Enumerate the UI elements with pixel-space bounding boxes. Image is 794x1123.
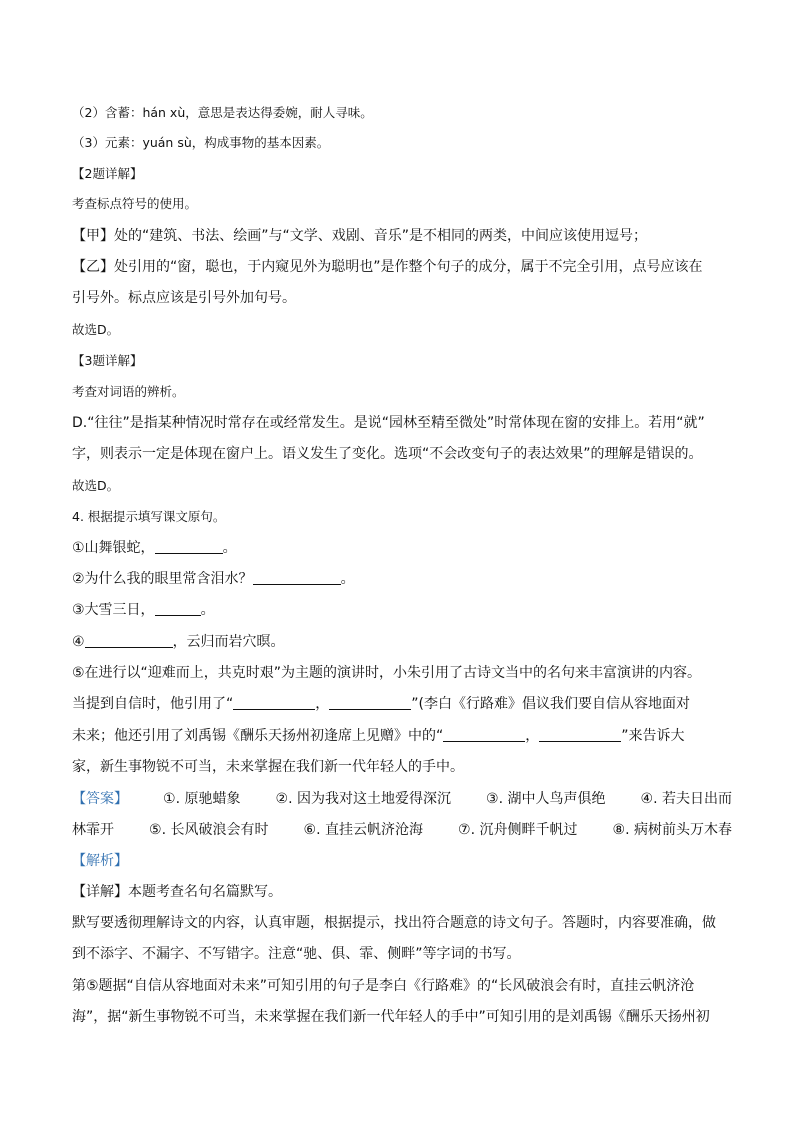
analysis-label: 【解析】 (72, 853, 128, 869)
answer-item: ④. 若夫日出而 (640, 791, 732, 807)
text-line: 【乙】处引用的“窗，聪也，于内窥见外为聪明也”是作整个句子的成分，属于不完全引用，点号应该在 (72, 259, 703, 275)
text-line: ⑤在进行以“迎难而上，共克时艰”为主题的演讲时，小朱引用了古诗文当中的名句来丰富演讲的内容。 (72, 665, 702, 681)
answer-item: ②. 因为我对这土地爱得深沉 (275, 791, 451, 807)
text-line: 第⑤题据“自信从容地面对未来”可知引用的句子是李白《行路难》的“长风破浪会有时，直挂云帆济沧 (72, 978, 695, 994)
text-line: D.“往往”是指某种情况时常存在或经常发生。是说“园林至精至微处”时常体现在窗的安排上。若用“就” (72, 415, 705, 431)
question-heading: 4. 根据提示填写课文原句。 (72, 509, 226, 524)
text-line: 故选D。 (72, 322, 120, 337)
fill-blank-line (72, 600, 732, 620)
fill-blank-line (72, 632, 732, 652)
answer-item: ③. 湖中人鸟声俱绝 (486, 791, 606, 807)
text-line: （2）含蓄：hán xù，意思是表达得委婉，耐人寻味。 (72, 105, 373, 120)
answer-line (72, 789, 732, 809)
text-line: 到不添字、不漏字、不写错字。注意“驰、俱、霏、侧畔”等字词的书写。 (72, 946, 521, 962)
text-line: 【甲】处的“建筑、书法、绘画”与“文学、戏剧、音乐”是不相同的两类，中间应该使用逗号； (72, 228, 648, 244)
answer-item: 林霏开 (72, 822, 114, 838)
text-line: 考查标点符号的使用。 (72, 196, 198, 211)
text-line: 默写要透彻理解诗文的内容，认真审题，根据提示，找出符合题意的诗文句子。答题时，内容要准确，做 (72, 915, 716, 931)
answer-label: 【答案】 (72, 791, 128, 807)
punctuation: 。 (222, 540, 237, 556)
prompt-text: ”来告诉大 (621, 728, 685, 744)
section-heading: 【2题详解】 (72, 166, 143, 181)
answer-line (72, 820, 732, 840)
answer-blank (329, 695, 411, 710)
prompt-text: ②为什么我的眼里常含泪水？ (72, 571, 253, 587)
answer-blank (155, 539, 223, 554)
punctuation: 。 (200, 602, 215, 618)
prompt-text: ③大雪三日， (72, 602, 155, 618)
answer-blank (443, 727, 525, 742)
answer-item: ⑦. 沉舟侧畔千帆过 (458, 822, 578, 838)
answer-item: ⑧. 病树前头万木春 (612, 822, 732, 838)
text-line: （3）元素：yuán sù，构成事物的基本因素。 (72, 135, 330, 150)
text-line: 引号外。标点应该是引号外加句号。 (72, 290, 296, 306)
answer-item: ①. 原驰蜡象 (163, 791, 241, 807)
punctuation: ， (315, 696, 330, 712)
answer-item: ⑥. 直挂云帆济沧海 (303, 822, 423, 838)
prompt-text: 未来；他还引用了刘禹锡《酬乐天扬州初逢席上见赠》中的“ (72, 728, 444, 744)
text-line: 家，新生事物锐不可当，未来掌握在我们新一代年轻人的手中。 (72, 759, 464, 775)
punctuation: ， (525, 728, 540, 744)
answer-blank (85, 633, 173, 648)
prompt-text: ”(李白《行路难》倡议我们要自信从容地面对 (411, 696, 690, 712)
answer-blank (233, 695, 315, 710)
fill-blank-line (72, 538, 732, 558)
prompt-text: ④ (72, 634, 85, 650)
answer-item: ⑤. 长风破浪会有时 (149, 822, 269, 838)
punctuation: 。 (340, 571, 355, 587)
prompt-text: 当提到自信时，他引用了“ (72, 696, 234, 712)
section-heading: 【3题详解】 (72, 353, 143, 368)
text-line: 考查对词语的辨析。 (72, 384, 185, 399)
fill-blank-line (72, 694, 732, 714)
text-line: 【详解】本题考查名句名篇默写。 (72, 884, 282, 900)
text-line: 海”，据“新生事物锐不可当，未来掌握在我们新一代年轻人的手中”可知引用的是刘禹锡《酬乐天扬州初 (72, 1009, 710, 1025)
fill-blank-line (72, 726, 732, 746)
answer-blank (253, 570, 341, 585)
prompt-text: ，云归而岩穴暝。 (172, 634, 285, 650)
answer-blank (155, 601, 201, 616)
answer-blank (539, 727, 621, 742)
prompt-text: ①山舞银蛇， (72, 540, 155, 556)
fill-blank-line (72, 569, 732, 589)
text-line: 故选D。 (72, 478, 120, 493)
text-line: 字，则表示一定是体现在窗户上。语义发生了变化。选项“不会改变句子的表达效果”的理解是错误的。 (72, 446, 703, 462)
